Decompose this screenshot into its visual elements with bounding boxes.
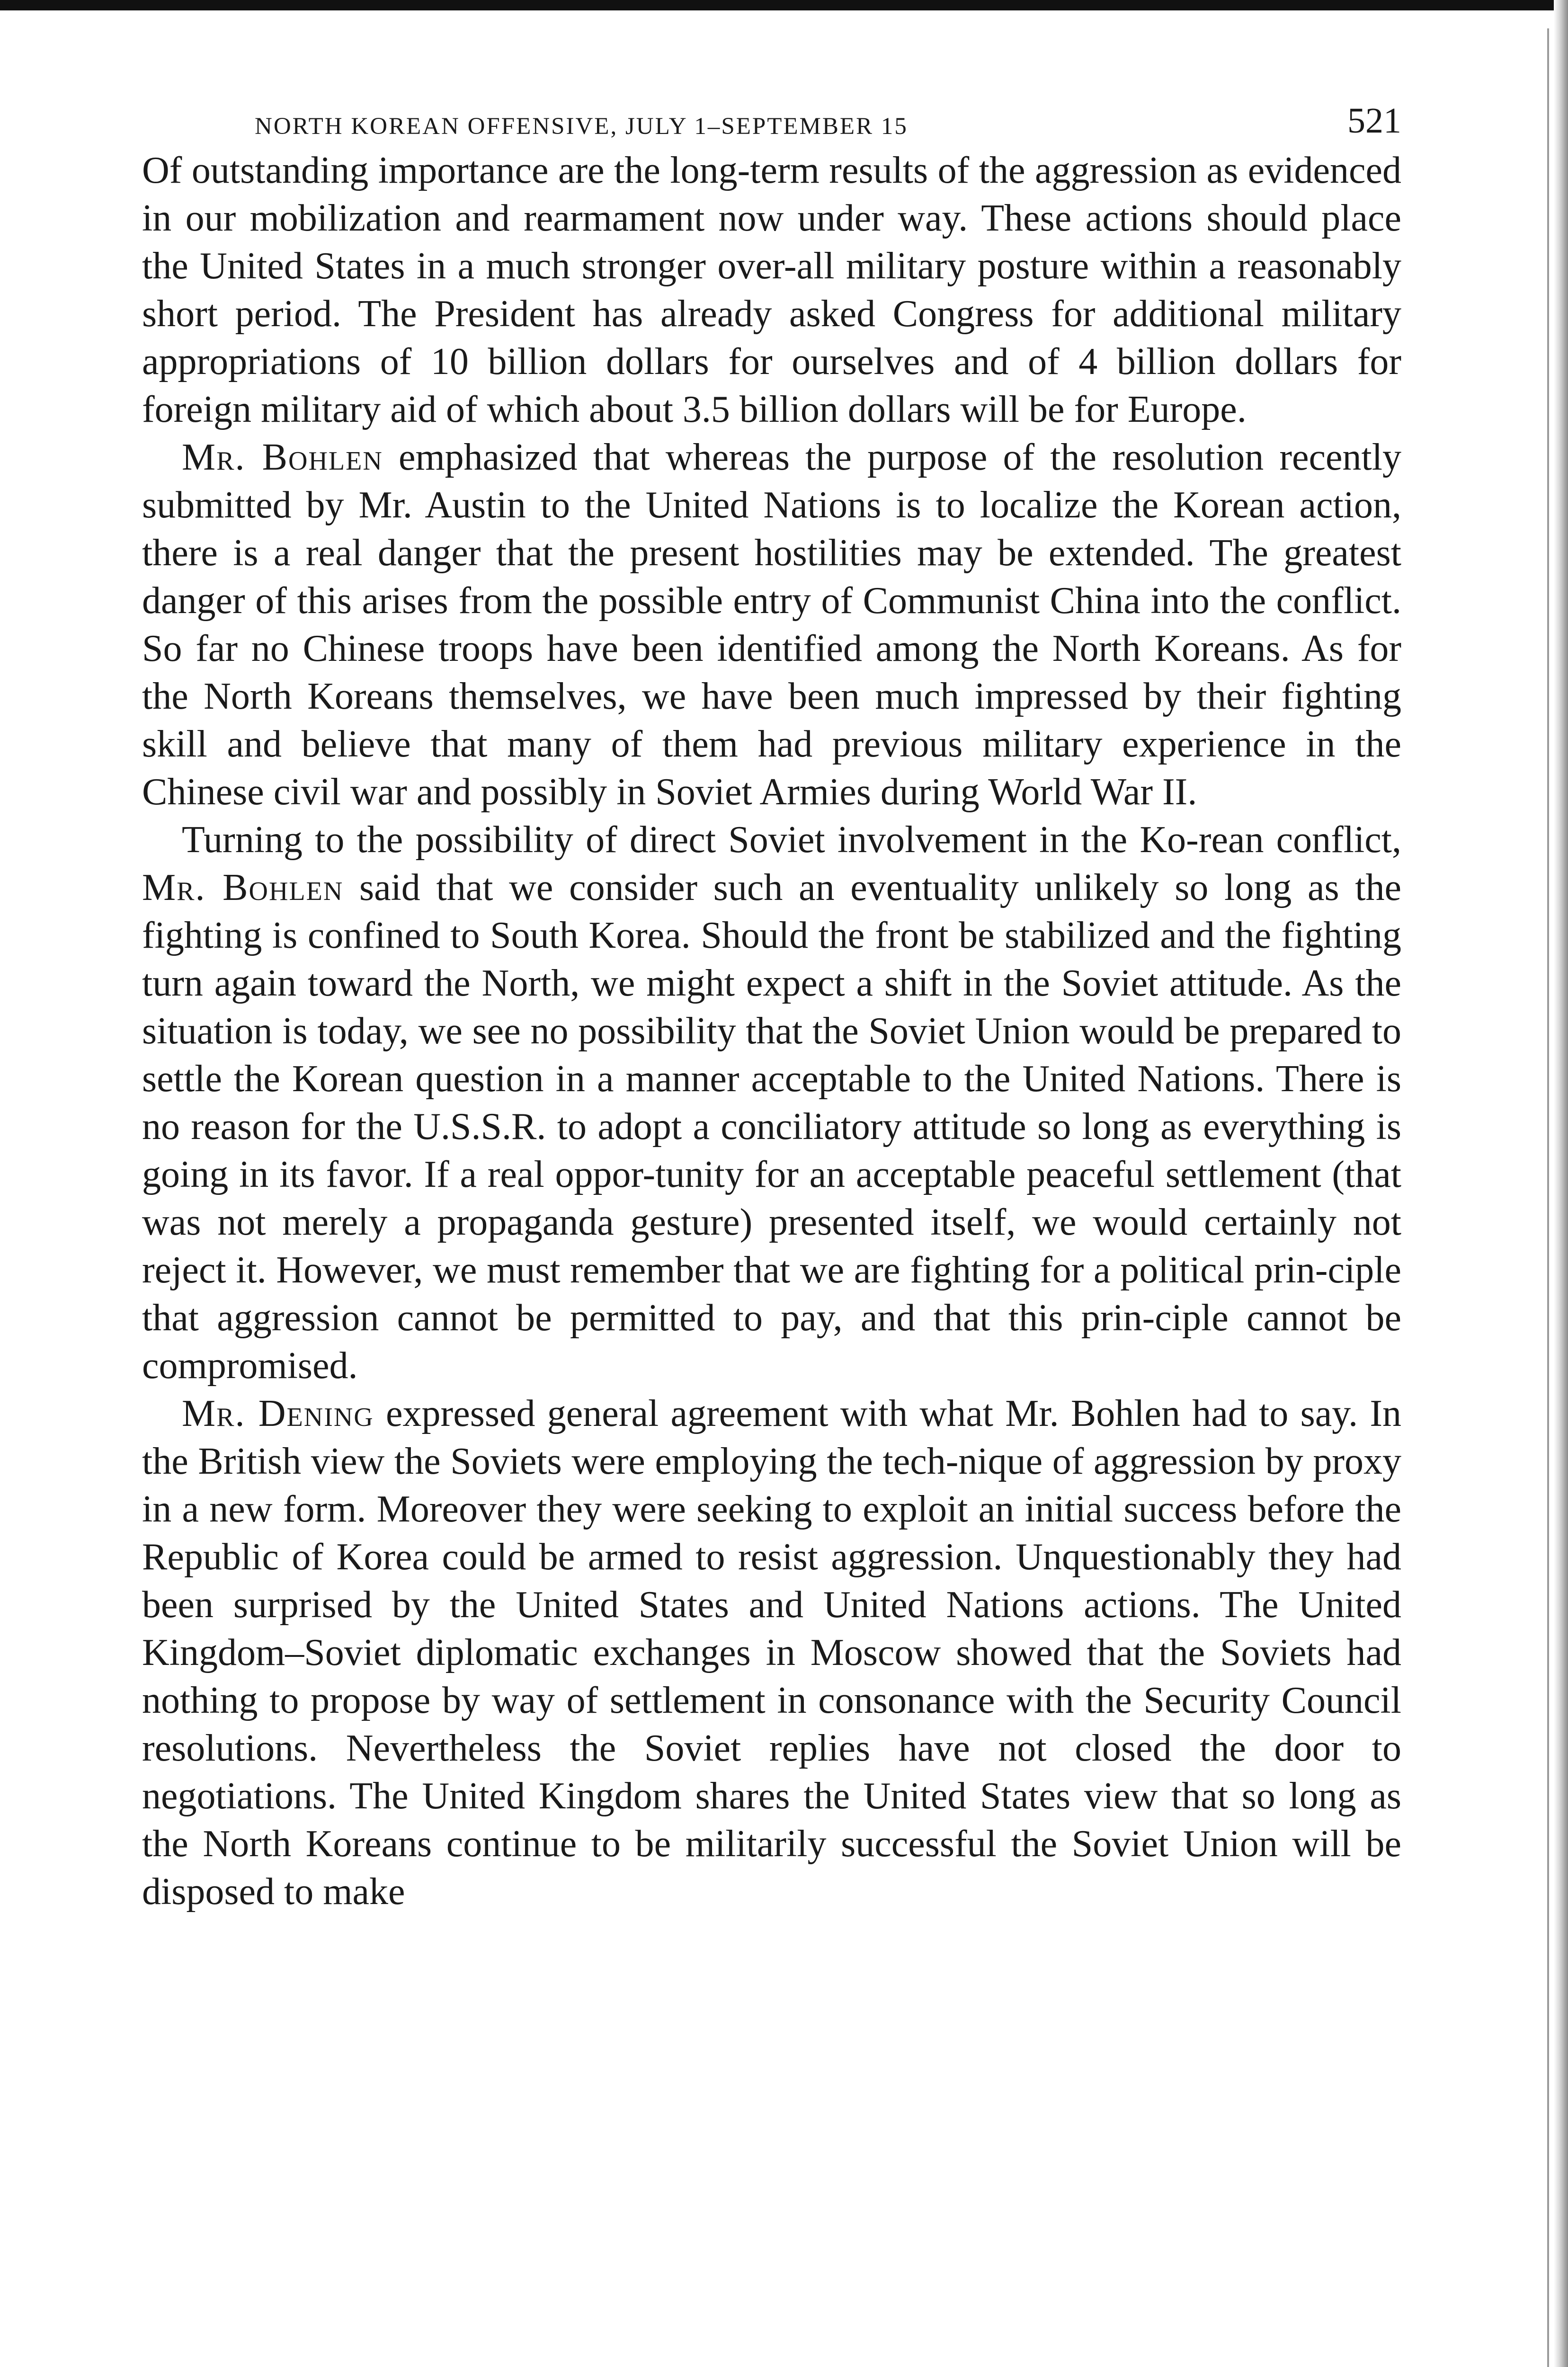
paragraph-1-text: Of outstanding importance are the long-term results of the aggression as evidenced in our mobilization and rearmament now under way. These actions should place the United States in a much stronger over-all military posture within a reasonably short period. The President has already asked Congress for additional military appropriations of 10 billion dollars for ourselves and of 4 billion dollars for foreign military aid of which about 3.5 billion dollars will be for Europe. — [142, 150, 1401, 430]
paragraph-3-text-before: Turning to the possibility of direct Soviet involvement in the Ko-rean conflict, — [182, 819, 1401, 861]
speaker-name: Mr. Bohlen — [142, 867, 344, 908]
speaker-name: Mr. Dening — [182, 1393, 374, 1434]
page-edge-line — [1547, 28, 1549, 2367]
body-text — [142, 147, 1401, 1916]
page-edge-shadow — [1554, 0, 1568, 2367]
paragraph-1 — [142, 147, 1401, 434]
running-head — [142, 95, 1401, 147]
running-title: NORTH KOREAN OFFENSIVE, JULY 1–SEPTEMBER 15 — [255, 113, 908, 140]
paragraph-4-text: expressed general agreement with what Mr. Bohlen had to say. In the British view the Soviets were employing the tech-nique of aggression by proxy in a new form. Moreover they were seeking to exploit an initial success before the Republic of Korea could be armed to resist aggression. Unquestionably they had been surprised by the United States and United Nations actions. The United Kingdom–Soviet diplomatic exchanges in Moscow showed that the Soviets had nothing to propose by way of settlement in consonance with the Security Council resolutions. Nevertheless the Soviet replies have not closed the door to negotiations. The United Kingdom shares the United States view that so long as the North Koreans continue to be militarily successful the Soviet Union will be disposed to make — [142, 1393, 1402, 1913]
paragraph-2-text: emphasized that whereas the purpose of the resolution recently submitted by Mr. Austin to the United Nations is to localize the Korean action, there is a real danger that the present hostilities may be extended. The greatest danger of this arises from the possible entry of Communist China into the conflict. So far no Chinese troops have been identified among the North Koreans. As for the North Koreans themselves, we have been much impressed by their fighting skill and believe that many of them had previous military experience in the Chinese civil war and possibly in Soviet Armies during World War II. — [142, 436, 1401, 813]
paragraph-2 — [142, 434, 1401, 816]
paragraph-3-text-after: said that we consider such an eventuality unlikely so long as the fighting is confined to South Korea. Should the front be stabilized and the fighting turn again toward the North, we might expect a shift in the Soviet attitude. As the situation is today, we see no possibility that the Soviet Union would be prepared to settle the Korean question in a manner acceptable to the United Nations. There is no reason for the U.S.S.R. to adopt a conciliatory attitude so long as everything is going in its favor. If a real oppor-tunity for an acceptable peaceful settlement (that was not merely a propaganda gesture) presented itself, we would certainly not reject it. However, we must remember that we are fighting for a political prin-ciple that aggression cannot be permitted to pay, and that this prin-ciple cannot be compromised. — [142, 867, 1401, 1387]
top-border-rule — [0, 0, 1568, 10]
page-number: 521 — [1347, 101, 1401, 141]
paragraph-4 — [142, 1390, 1401, 1916]
speaker-name: Mr. Bohlen — [182, 436, 383, 478]
paragraph-3 — [142, 816, 1401, 1390]
document-page — [142, 95, 1401, 1916]
